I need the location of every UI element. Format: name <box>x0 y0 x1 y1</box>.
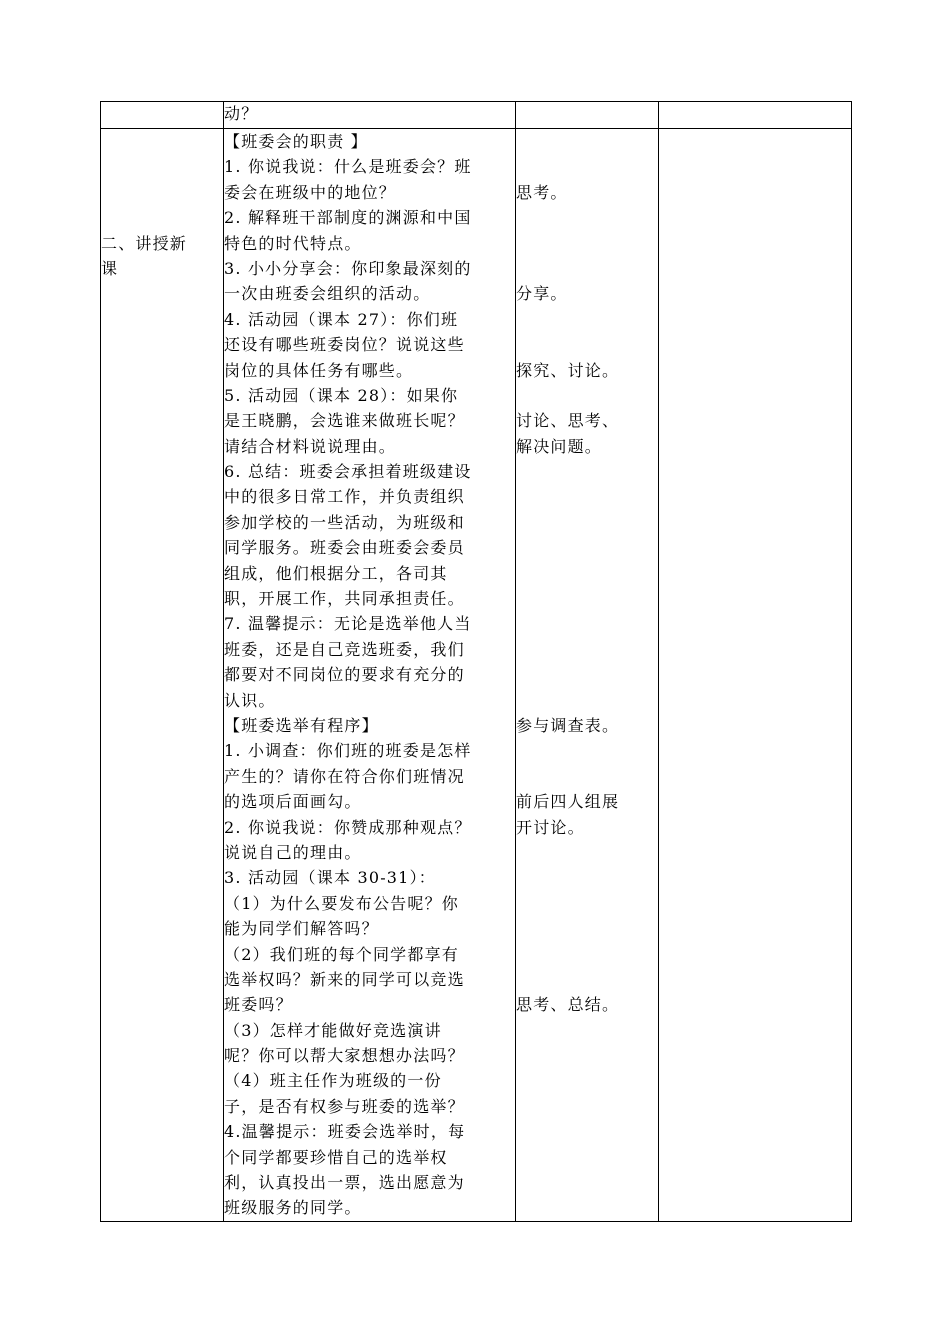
student-activity-line <box>516 561 658 586</box>
student-activity-line: 开讨论。 <box>516 817 585 837</box>
content-line: 2. 解释班干部制度的渊源和中国 <box>224 208 472 228</box>
stage-cell <box>101 102 224 129</box>
content-line: 7. 温馨提示：无论是选举他人当 <box>224 614 472 634</box>
student-activity-line <box>516 307 658 332</box>
student-activity-line <box>516 586 658 611</box>
student-activity-line <box>516 535 658 560</box>
student-activity-line <box>516 840 658 865</box>
content-line: 中的很多日常工作，并负责组织 <box>224 487 465 507</box>
content-line: 产生的？请你在符合你们班情况 <box>224 766 465 786</box>
stage-label-line: 课 <box>101 258 119 278</box>
content-line: 3. 小小分享会：你印象最深刻的 <box>224 258 472 278</box>
table-row <box>101 102 852 129</box>
content-line: （4）班主任作为班级的一份 <box>224 1071 442 1091</box>
student-activity-line <box>516 256 658 281</box>
content-line: 3. 活动园（课本 30-31）： <box>224 868 436 888</box>
student-activity-line <box>516 738 658 763</box>
content-line: 说说自己的理由。 <box>224 842 362 862</box>
stage-cell <box>101 129 224 1222</box>
content-line: 班委，还是自己竞选班委，我们 <box>224 639 465 659</box>
content-line: 参加学校的一些活动，为班级和 <box>224 512 465 532</box>
student-activity-line <box>516 942 658 967</box>
content-line: （1）为什么要发布公告呢？你 <box>224 893 459 913</box>
content-line: （3）怎样才能做好竞选演讲 <box>224 1020 442 1040</box>
content-line: 同学服务。班委会由班委会委员 <box>224 538 465 558</box>
design-intent-cell <box>659 129 852 1222</box>
student-activity-line <box>516 154 658 179</box>
student-activity-cell <box>516 129 659 1222</box>
content-line: 认识。 <box>224 690 276 710</box>
student-activity-line <box>516 611 658 636</box>
student-activity-line: 分享。 <box>516 284 568 304</box>
student-activity-line: 探究、讨论。 <box>516 360 620 380</box>
content-line: 1. 你说我说：什么是班委会？班 <box>224 157 472 177</box>
student-activity-line <box>516 231 658 256</box>
content-line: 组成，他们根据分工，各司其 <box>224 563 448 583</box>
content-line: 4.温馨提示：班委会选举时，每 <box>224 1122 466 1142</box>
content-line: 动？ <box>224 104 259 123</box>
student-activity-cell <box>516 102 659 129</box>
student-activity-line: 思考。 <box>516 182 568 202</box>
teacher-activity-cell <box>224 129 516 1222</box>
student-activity-line <box>516 865 658 890</box>
content-line: 呢？你可以帮大家想想办法吗？ <box>224 1046 465 1066</box>
content-line: 选举权吗？新来的同学可以竞选 <box>224 969 465 989</box>
content-line: 能为同学们解答吗？ <box>224 919 379 939</box>
student-activity-line: 参与调查表。 <box>516 715 620 735</box>
content-line: 班委吗？ <box>224 995 293 1015</box>
student-activity-line <box>516 459 658 484</box>
student-activity-line: 前后四人组展 <box>516 792 620 812</box>
content-line: 个同学都要珍惜自己的选举权 <box>224 1147 448 1167</box>
content-line: 【班委会的职责 】 <box>224 132 368 151</box>
content-line: 都要对不同岗位的要求有充分的 <box>224 665 465 685</box>
content-line: 岗位的具体任务有哪些。 <box>224 360 414 380</box>
content-line: 一次由班委会组织的活动。 <box>224 284 431 304</box>
content-line: 6. 总结：班委会承担着班级建设 <box>224 462 472 482</box>
student-activity-line <box>516 510 658 535</box>
student-activity-line <box>516 662 658 687</box>
content-line: 的选项后面画勾。 <box>224 792 362 812</box>
content-line: 请结合材料说说理由。 <box>224 436 397 456</box>
content-line: 5. 活动园（课本 28）：如果你 <box>224 385 459 405</box>
table-row <box>101 129 852 1222</box>
content-line: 是王晓鹏，会选谁来做班长呢？ <box>224 411 465 431</box>
teacher-activity-cell <box>224 102 516 129</box>
content-line: 特色的时代特点。 <box>224 233 362 253</box>
content-line: 2. 你说我说：你赞成那种观点？ <box>224 817 472 837</box>
content-line: （2）我们班的每个同学都享有 <box>224 944 459 964</box>
student-activity-line: 解决问题。 <box>516 436 603 456</box>
content-line: 班级服务的同学。 <box>224 1198 362 1218</box>
student-activity-line <box>516 484 658 509</box>
content-line: 子，是否有权参与班委的选举？ <box>224 1096 465 1116</box>
student-activity-line <box>516 967 658 992</box>
lesson-plan-table <box>100 101 852 1222</box>
content-line: 委会在班级中的地位？ <box>224 182 397 202</box>
student-activity-line <box>516 764 658 789</box>
content-line: 还设有哪些班委岗位？说说这些 <box>224 335 465 355</box>
student-activity-line: 讨论、思考、 <box>516 411 620 431</box>
student-activity-line <box>516 916 658 941</box>
student-activity-line: 思考、总结。 <box>516 995 620 1015</box>
content-line: 利，认真投出一票，选出愿意为 <box>224 1173 465 1193</box>
student-activity-line <box>516 688 658 713</box>
content-line: 职，开展工作，共同承担责任。 <box>224 589 465 609</box>
student-activity-line <box>516 891 658 916</box>
content-line: 1. 小调查：你们班的班委是怎样 <box>224 741 472 761</box>
student-activity-line <box>516 383 658 408</box>
student-activity-line <box>516 205 658 230</box>
student-activity-line <box>516 332 658 357</box>
content-line: 【班委选举有程序】 <box>224 715 379 735</box>
content-line: 4. 活动园（课本 27）：你们班 <box>224 309 459 329</box>
student-activity-line <box>516 637 658 662</box>
student-activity-line <box>516 129 658 154</box>
stage-label-line: 二、讲授新 <box>101 233 188 253</box>
design-intent-cell <box>659 102 852 129</box>
